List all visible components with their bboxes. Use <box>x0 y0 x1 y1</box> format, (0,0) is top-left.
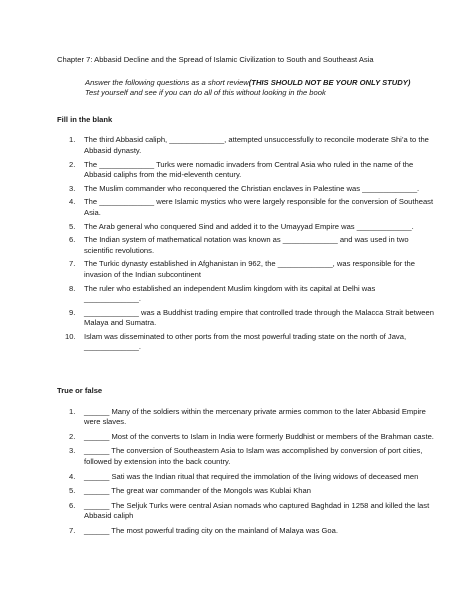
item-number: 5. <box>69 221 76 231</box>
list-item <box>57 308 434 329</box>
fill-in-the-blank-heading: Fill in the blank <box>57 114 113 124</box>
instructions-emphasis: (THIS SHOULD NOT BE YOUR ONLY STUDY) <box>248 77 411 87</box>
instructions <box>57 78 434 99</box>
item-text: The Muslim commander who reconquered the Christian enclaves in Palestine was _____________. <box>84 183 420 193</box>
item-text: The _____________ were Islamic mystics who were largely responsible for the conversion of Southeast Asia. <box>84 197 434 217</box>
item-number: 1. <box>69 406 76 416</box>
item-text: ______ The Seljuk Turks were central Asian nomads who captured Baghdad in 1258 and killed the last Abbasid caliph <box>84 500 430 521</box>
item-text: The ruler who established an independent Muslim kingdom with its capital at Delhi was _____________. <box>84 283 376 304</box>
list-item <box>57 432 434 443</box>
list-item <box>57 486 434 497</box>
item-number: 7. <box>69 259 76 269</box>
instructions-line-2: Test yourself and see if you can do all of this without looking in the book <box>85 88 326 98</box>
item-number: 10. <box>65 331 76 341</box>
list-item <box>57 160 434 181</box>
true-or-false-list <box>57 407 434 537</box>
list-item <box>57 197 434 218</box>
true-or-false-heading: True or false <box>57 386 103 396</box>
document-title: Chapter 7: Abbasid Decline and the Spread of Islamic Civilization to South and Southeast Asia <box>57 55 374 64</box>
item-number: 2. <box>69 159 76 169</box>
item-text: The third Abbasid caliph, _____________, attempted unsuccessfully to reconcile moderate Shi’a to the Abbasid dynasty. <box>84 135 429 155</box>
item-number: 1. <box>69 135 76 145</box>
item-number: 7. <box>69 526 76 535</box>
item-text: ______ Many of the soldiers within the mercenary private armies common to the later Abbasid Empire were slaves. <box>84 406 426 427</box>
item-text: ______ The most powerful trading city on the mainland of Malaya was Goa. <box>84 526 338 535</box>
list-item <box>57 407 434 428</box>
item-text: ______ The great war commander of the Mongols was Kublai Khan <box>84 486 311 496</box>
item-number: 3. <box>69 446 76 456</box>
list-item <box>57 222 434 233</box>
item-text: The Indian system of mathematical notation was known as _____________ and was used in two scientific revolutions. <box>84 235 409 255</box>
item-text: _____________ was a Buddhist trading empire that controlled trade through the Malacca Strait between Malaya and Sumatra. <box>84 307 434 328</box>
item-text: ______ The conversion of Southeastern Asia to Islam was accomplished by conversion of port cities, followed by extension into the back country. <box>84 446 423 467</box>
list-item <box>57 446 434 467</box>
item-number: 6. <box>69 500 76 510</box>
item-number: 6. <box>69 235 76 245</box>
list-item <box>57 259 434 280</box>
instructions-line-1 <box>85 78 434 89</box>
item-text: ______ Most of the converts to Islam in India were formerly Buddhist or members of the Brahman caste. <box>84 431 434 441</box>
list-item <box>57 526 434 537</box>
item-number: 9. <box>69 307 76 317</box>
list-item <box>57 501 434 522</box>
item-number: 3. <box>69 183 76 193</box>
list-item <box>57 235 434 256</box>
list-item <box>57 472 434 483</box>
item-number: 8. <box>69 283 76 293</box>
item-text: ______ Sati was the Indian ritual that required the immolation of the living widows of deceased men <box>84 471 419 481</box>
item-number: 4. <box>69 197 76 207</box>
item-text: The Turkic dynasty established in Afghanistan in 962, the _____________, was responsible for the invasion of the Indian subcontinent <box>84 259 415 279</box>
item-number: 4. <box>69 471 76 481</box>
list-item <box>57 284 434 305</box>
instructions-prefix: Answer the following questions as a short review <box>85 77 249 87</box>
list-item <box>57 332 434 353</box>
item-number: 5. <box>69 486 76 496</box>
fill-in-the-blank-list <box>57 135 434 353</box>
item-text: The Arab general who conquered Sind and added it to the Umayyad Empire was _____________. <box>84 221 414 231</box>
item-text: Islam was disseminated to other ports from the most powerful trading state on the north of Java, _____________. <box>84 331 407 352</box>
list-item <box>57 184 434 195</box>
item-number: 2. <box>69 431 76 441</box>
list-item <box>57 135 434 156</box>
item-text: The _____________ Turks were nomadic invaders from Central Asia who ruled in the name of the Abbasid caliphs from the mid-eleventh century. <box>84 159 414 180</box>
